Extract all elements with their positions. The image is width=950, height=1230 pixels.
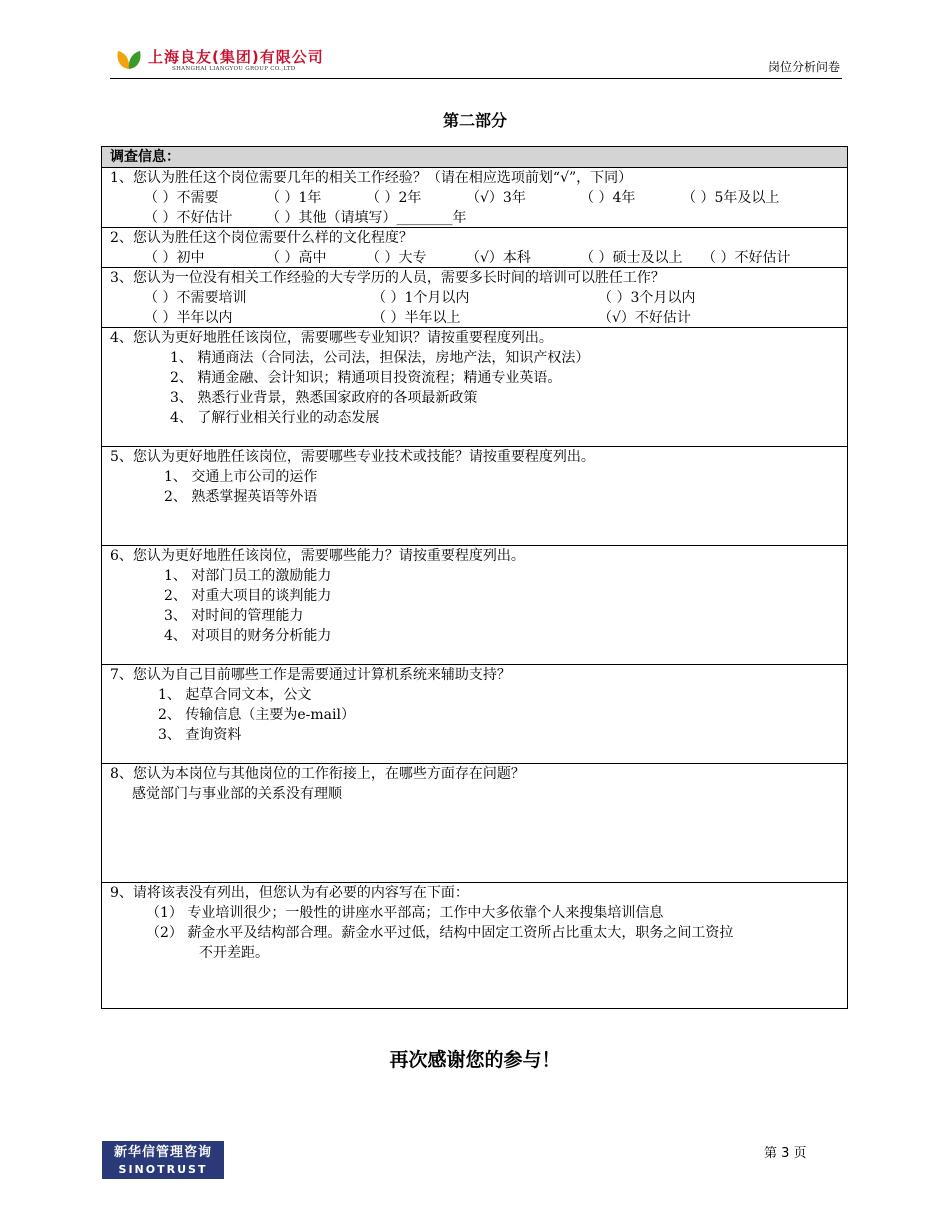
q3-option[interactable]: （ ）不需要培训 — [144, 290, 247, 306]
answer-item: （2） 薪金水平及结构部合理。薪金水平过低，结构中固定工资所占比重太大，职务之间工资拉 — [146, 925, 734, 941]
q2-option[interactable]: （ ）硕士及以上 — [580, 250, 683, 266]
answer-item: 2、 精通金融、会计知识；精通项目投资流程；精通专业英语。 — [170, 370, 562, 386]
question-9 — [102, 883, 847, 1008]
answer-item: 4、 了解行业相关行业的动态发展 — [170, 410, 380, 426]
q3-option-selected[interactable]: （√）不好估计 — [598, 310, 691, 326]
answer-item: 3、 熟悉行业背景，熟悉国家政府的各项最新政策 — [170, 390, 478, 406]
sinotrust-logo-en: SINOTRUST — [118, 1163, 208, 1176]
question-4 — [102, 328, 847, 447]
page-header — [110, 40, 842, 79]
answer-text: 感觉部门与事业部的关系没有理顺 — [132, 786, 342, 802]
answer-item: 3、 查询资料 — [158, 727, 242, 743]
q3-option[interactable]: （ ）1个月以内 — [372, 290, 470, 306]
question-5-text: 5、您认为更好地胜任该岗位，需要哪些专业技术或技能？请按重要程度列出。 — [110, 449, 595, 465]
question-8 — [102, 764, 847, 883]
question-7 — [102, 665, 847, 764]
document-title: 岗位分析问卷 — [767, 60, 840, 74]
answer-item-continued: 不开差距。 — [199, 945, 269, 961]
q1-option-other[interactable]: （ ）其他（请填写）________年 — [266, 210, 467, 226]
answer-item: 1、 起草合同文本，公文 — [158, 687, 312, 703]
answer-item: 2、 熟悉掌握英语等外语 — [164, 489, 318, 505]
question-1 — [102, 168, 847, 228]
answer-item: 2、 对重大项目的谈判能力 — [164, 588, 332, 604]
question-2 — [102, 228, 847, 268]
page-number: 第 3 页 — [764, 1146, 807, 1161]
answer-item: 1、 交通上市公司的运作 — [164, 469, 318, 485]
answer-item: 3、 对时间的管理能力 — [164, 608, 304, 624]
q1-option[interactable]: （ ）1年 — [266, 190, 322, 206]
q3-option[interactable]: （ ）半年以上 — [372, 310, 461, 326]
answer-item: 2、 传输信息（主要为e-mail） — [158, 707, 355, 723]
question-8-text: 8、您认为本岗位与其他岗位的工作衔接上，在哪些方面存在问题？ — [110, 766, 525, 782]
company-name-cn: 上海良友(集团)有限公司 — [148, 48, 324, 66]
question-4-text: 4、您认为更好地胜任该岗位，需要哪些专业知识？请按重要程度列出。 — [110, 330, 553, 346]
q1-option[interactable]: （ ）不好估计 — [144, 210, 233, 226]
q2-option[interactable]: （ ）不好估计 — [702, 250, 791, 266]
question-6 — [102, 546, 847, 665]
q2-option[interactable]: （ ）高中 — [266, 250, 327, 266]
q1-option[interactable]: （ ）2年 — [366, 190, 422, 206]
q2-option[interactable]: （ ）初中 — [144, 250, 205, 266]
question-7-text: 7、您认为自己目前哪些工作是需要通过计算机系统来辅助支持？ — [110, 667, 511, 683]
answer-item: 1、 对部门员工的激励能力 — [164, 568, 332, 584]
answer-item: 4、 对项目的财务分析能力 — [164, 628, 332, 644]
q1-option[interactable]: （ ）不需要 — [144, 190, 219, 206]
survey-table — [101, 146, 848, 1009]
q3-option[interactable]: （ ）半年以内 — [144, 310, 233, 326]
company-leaf-logo-icon — [116, 48, 142, 70]
survey-heading: 调查信息： — [102, 147, 847, 168]
answer-item: 1、 精通商法（合同法，公司法，担保法，房地产法，知识产权法） — [170, 350, 590, 366]
section-title: 第二部分 — [442, 111, 507, 130]
question-3 — [102, 268, 847, 328]
sinotrust-logo-cn: 新华信管理咨询 — [113, 1145, 212, 1160]
q1-option[interactable]: （ ）4年 — [580, 190, 636, 206]
q3-option[interactable]: （ ）3个月以内 — [598, 290, 696, 306]
thanks-message: 再次感谢您的参与！ — [389, 1049, 561, 1071]
question-3-text: 3、您认为一位没有相关工作经验的大专学历的人员，需要多长时间的培训可以胜任工作？ — [110, 270, 665, 286]
company-name-en: SHANGHAI LIANGYOU GROUP CO.,LTD — [172, 66, 296, 72]
question-6-text: 6、您认为更好地胜任该岗位，需要哪些能力？请按重要程度列出。 — [110, 548, 525, 564]
sinotrust-logo — [102, 1141, 224, 1179]
question-2-text: 2、您认为胜任这个岗位需要什么样的文化程度？ — [110, 230, 413, 246]
question-1-text: 1、您认为胜任这个岗位需要几年的相关工作经验？（请在相应选项前划“√”，下同） — [110, 170, 633, 186]
question-5 — [102, 447, 847, 546]
q1-option[interactable]: （ ）5年及以上 — [682, 190, 780, 206]
q2-option-selected[interactable]: （√）本科 — [466, 250, 531, 266]
answer-item: （1） 专业培训很少；一般性的讲座水平部高；工作中大多依靠个人来搜集培训信息 — [146, 905, 664, 921]
question-9-text: 9、请将该表没有列出，但您认为有必要的内容写在下面： — [110, 885, 469, 901]
q1-option-selected[interactable]: （√）3年 — [466, 190, 526, 206]
q2-option[interactable]: （ ）大专 — [366, 250, 427, 266]
